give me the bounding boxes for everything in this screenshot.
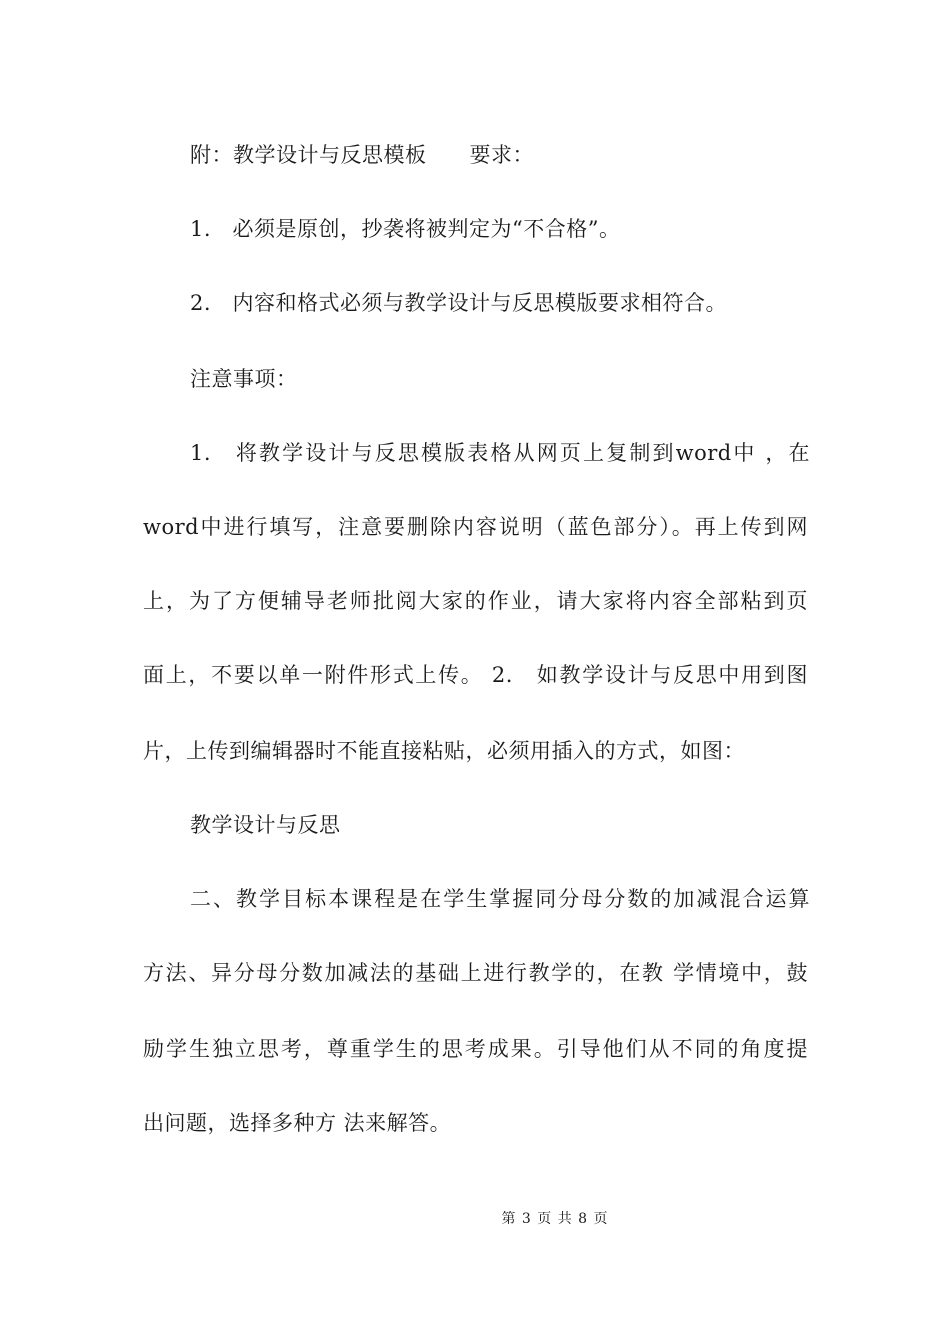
page-footer	[0, 1208, 950, 1228]
objective-line-1: 二、教学目标本课程是在学生掌握同分母分数的加减混合运算	[190, 887, 810, 911]
note-1-line-1: 1. 将教学设计与反思模版表格从网页上复制到word中 ，在	[190, 441, 810, 465]
objective-line-2: 方法、异分母分数加减法的基础上进行教学的，在教 学情境中，鼓	[143, 961, 808, 985]
notes-heading: 注意事项：	[190, 367, 298, 391]
attachment-heading: 附：教学设计与反思模板 要求：	[190, 143, 534, 167]
note-1-line-4: 面上，不要以单一附件形式上传。 2. 如教学设计与反思中用到图	[143, 663, 808, 687]
requirement-2: 2. 内容和格式必须与教学设计与反思模版要求相符合。	[190, 291, 728, 315]
requirement-1: 1. 必须是原创，抄袭将被判定为“不合格”。	[190, 217, 621, 241]
note-1-line-2: word中进行填写，注意要删除内容说明（蓝色部分）。再上传到网	[143, 515, 808, 539]
objective-line-4: 出问题，选择多种方 法来解答。	[143, 1111, 452, 1135]
section-title: 教学设计与反思	[190, 813, 341, 837]
page-number: 第 3 页 共 8 页	[501, 1211, 609, 1227]
objective-line-3: 励学生独立思考，尊重学生的思考成果。引导他们从不同的角度提	[143, 1037, 808, 1061]
note-2-line: 片，上传到编辑器时不能直接粘贴，必须用插入的方式，如图：	[143, 739, 745, 763]
note-1-line-3: 上，为了方便辅导老师批阅大家的作业，请大家将内容全部粘到页	[143, 589, 808, 613]
